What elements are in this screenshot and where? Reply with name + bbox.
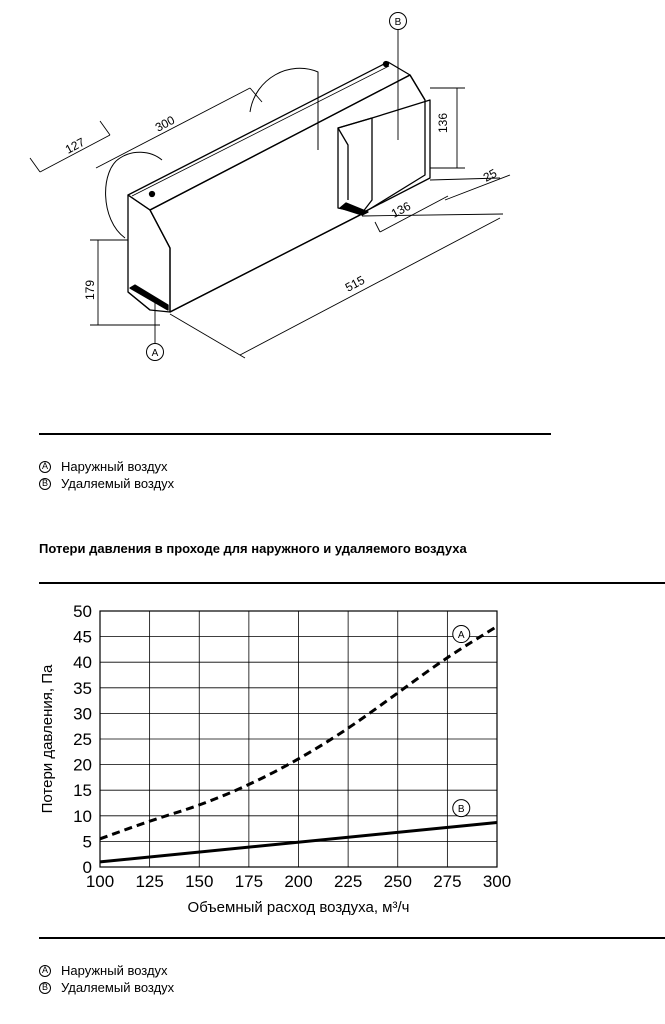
rule-chart-top	[39, 582, 665, 584]
dim-300: 300	[152, 112, 178, 135]
dim-136-height: 136	[436, 112, 450, 133]
dim-136-width: 136	[388, 198, 414, 221]
rule-chart-bottom	[39, 937, 665, 939]
y-tick-label: 30	[73, 704, 92, 724]
dim-127: 127	[62, 134, 88, 157]
x-tick-label: 125	[135, 872, 164, 891]
x-tick-label: 200	[284, 872, 313, 891]
legend-letter: A	[39, 461, 51, 473]
legend-label: Наружный воздух	[61, 459, 168, 474]
section-title: Потери давления в проходе для наружного и удаляемого воздуха	[39, 541, 467, 556]
rear-pipe	[250, 68, 318, 150]
legend-label: Удаляемый воздух	[61, 476, 175, 491]
y-tick-label: 20	[73, 755, 92, 775]
x-tick-label: 275	[433, 872, 462, 891]
legend-letter: B	[39, 478, 51, 490]
dim-179: 179	[83, 279, 97, 300]
annotation-label: A	[457, 630, 465, 642]
y-tick-label: 50	[73, 602, 92, 621]
y-tick-label: 0	[82, 858, 92, 877]
y-tick-label: 45	[73, 627, 92, 647]
legend-item-b	[39, 475, 174, 492]
x-tick-label: 300	[482, 872, 512, 891]
x-tick-label: 250	[383, 872, 412, 891]
legend-top	[39, 458, 174, 492]
dim-515: 515	[342, 272, 368, 295]
x-axis-label: Объемный расход воздуха, м³/ч	[187, 899, 410, 916]
callout-a: A	[151, 348, 159, 359]
y-tick-label: 40	[73, 653, 92, 673]
legend-item-a	[39, 458, 174, 475]
legend-label: Удаляемый воздух	[61, 980, 175, 995]
y-tick-label: 5	[82, 832, 92, 852]
box-top	[128, 62, 410, 210]
legend-letter: B	[39, 982, 51, 994]
x-tick-label: 175	[234, 872, 264, 891]
y-tick-label: 10	[73, 806, 92, 826]
outlet-b	[338, 100, 430, 213]
y-tick-label: 35	[73, 678, 92, 698]
box-front	[150, 75, 425, 312]
x-tick-label: 225	[333, 872, 363, 891]
legend-item-b	[39, 979, 174, 996]
legend-bottom	[39, 962, 174, 996]
y-tick-label: 25	[73, 730, 92, 749]
duct-drawing	[0, 0, 665, 400]
x-tick-label: 150	[185, 872, 214, 891]
legend-label: Наружный воздух	[61, 963, 168, 978]
x-tick-label: 100	[85, 872, 115, 891]
y-tick-label: 15	[73, 781, 92, 801]
annotation-label: B	[457, 804, 465, 816]
legend-letter: A	[39, 965, 51, 977]
callout-b: B	[394, 17, 402, 28]
pressure-loss-chart	[0, 595, 665, 930]
dim-25: 25	[480, 166, 500, 185]
legend-item-a	[39, 962, 174, 979]
rule-drawing	[39, 433, 551, 435]
y-axis-label: Потери давления, Па	[39, 664, 56, 814]
